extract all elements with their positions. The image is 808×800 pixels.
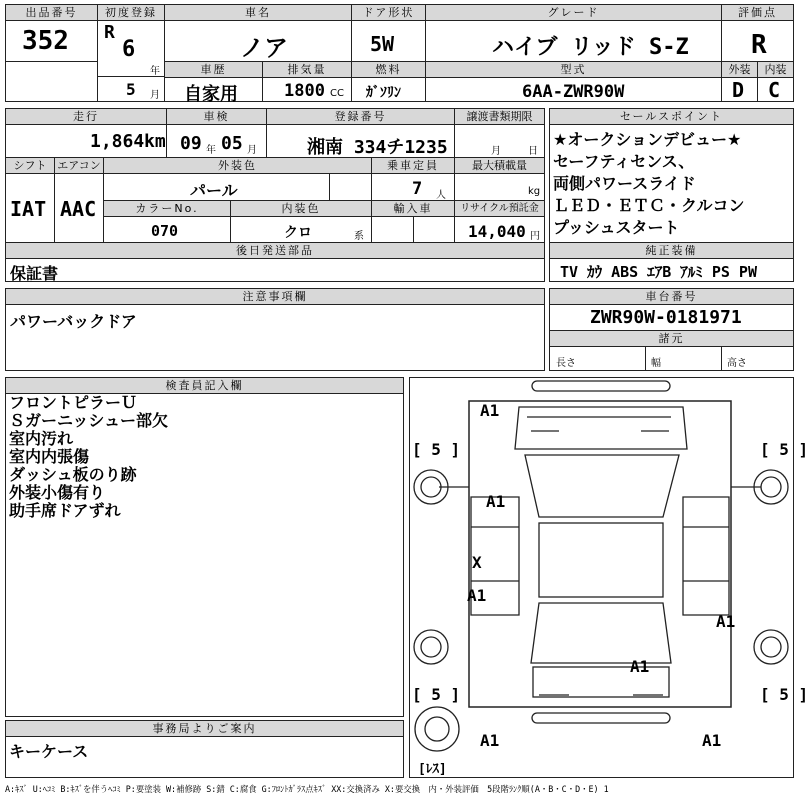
car-name-label: 車名 — [165, 5, 351, 21]
sales-points-label: セールスポイント — [550, 109, 793, 125]
spare-tire — [415, 707, 459, 751]
damage-mark: A1 — [716, 612, 736, 631]
door-label: ドア形状 — [352, 5, 425, 21]
damage-mark: X — [472, 553, 482, 572]
damage-mark: A1 — [467, 586, 487, 605]
chassis-label: 車台番号 — [550, 289, 793, 305]
car-diagram — [409, 377, 794, 778]
capacity-label: 乗車定員 — [372, 158, 454, 174]
notes-label: 注意事項欄 — [6, 289, 544, 305]
displacement-unit: CC — [330, 88, 344, 99]
sales-point: 両側パワースライド — [553, 174, 696, 193]
sales-points-list — [553, 131, 745, 237]
mileage-label: 走行 — [6, 109, 166, 125]
shift-label: シフト — [6, 158, 54, 174]
recycle-label: リサイクル預託金 — [455, 201, 544, 217]
mileage-unit: km — [144, 131, 166, 152]
legend: A:ｷｽﾞ U:ﾍｺﾐ B:ｷｽﾞを伴うﾍｺﾐ P:要塗装 W:補修跡 S:錆 C:腐食 G:ﾌﾛﾝﾄｶﾞﾗｽ点ｷｽﾞ XX:交換済み X:要交換 内・外装評価 5段階ﾗﾝｸ順(A・B・C・D・E) 1 — [5, 784, 609, 794]
first-reg-year: 6 — [122, 37, 136, 62]
inspector-notes — [9, 394, 168, 520]
reg-number: 湘南 334チ1235 — [307, 137, 448, 158]
tire-mark: [ 5 ] — [412, 685, 461, 704]
rear-bumper — [532, 713, 670, 723]
sales-point: ＬＥＤ・ＥＴＣ・クルコン — [553, 196, 745, 215]
score: R — [751, 30, 767, 60]
reg-label: 登録番号 — [267, 109, 454, 125]
import-label: 輸入車 — [372, 201, 454, 217]
grade: ハイブ リッド S-Z — [492, 35, 689, 60]
history-label: 車歴 — [165, 62, 262, 78]
tire-rear-left — [414, 630, 448, 664]
interior-grade: C — [768, 78, 781, 102]
damage-mark: A1 — [702, 731, 722, 750]
lot-label: 出品番号 — [6, 5, 97, 21]
fuel-label: 燃料 — [352, 62, 425, 78]
exterior-grade: D — [732, 78, 745, 102]
inspector-note: 外装小傷有り — [9, 483, 106, 502]
inspector-note: 室内内張傷 — [9, 447, 90, 466]
inspector-note: フロントピラーＵ — [9, 393, 138, 412]
tire-mark: [ 5 ] — [760, 440, 808, 459]
exterior-color: パール — [190, 181, 238, 200]
sales-point: ★オークションデビュー★ — [553, 130, 742, 149]
tire-rear-right — [754, 630, 788, 664]
fuel: ｶﾞｿﾘﾝ — [366, 85, 401, 101]
office-text: キーケース — [9, 742, 89, 761]
lot-number: 352 — [22, 26, 69, 56]
damage-mark: A1 — [480, 401, 500, 420]
sales-point: プッシュスタート — [553, 218, 680, 237]
notes-text: パワーバックドア — [10, 312, 137, 331]
damage-mark: A1 — [480, 731, 500, 750]
inspection-year-unit: 年 — [206, 145, 216, 156]
roof — [539, 523, 663, 597]
model-label: 型式 — [426, 62, 721, 78]
model: 6AA-ZWR90W — [522, 82, 625, 102]
recycle-unit: 円 — [530, 231, 540, 242]
load-unit: kg — [528, 186, 541, 197]
year-unit: 年 — [150, 66, 160, 77]
height-label: 高さ — [727, 358, 747, 369]
specs-label: 諸元 — [550, 331, 793, 347]
era: R — [104, 22, 115, 43]
exterior-label: 外装 — [722, 62, 757, 78]
interior-color-label: 内装色 — [231, 201, 371, 217]
tire-mark: [ 5 ] — [760, 685, 808, 704]
later-parts: 保証書 — [10, 264, 59, 283]
damage-mark: A1 — [630, 657, 650, 676]
inspection-label: 車検 — [167, 109, 266, 125]
genuine-equipment-label: 純正装備 — [550, 243, 793, 259]
tire-mark: [ 5 ] — [412, 440, 461, 459]
body-outline — [469, 401, 731, 707]
doc-month-unit: 月 — [491, 146, 501, 157]
sales-point: セーフティセンス、 — [553, 152, 695, 171]
interior-color-unit: 系 — [354, 231, 364, 242]
spare-tire-mark: [ﾚｽ] — [418, 762, 447, 777]
office-label: 事務局よりご案内 — [6, 721, 403, 737]
inspector-note: 助手席ドアずれ — [9, 501, 121, 520]
inspector-note: 室内汚れ — [9, 429, 74, 448]
interior-color: クロ — [284, 225, 312, 241]
color-no: 070 — [151, 222, 179, 240]
width-label: 幅 — [651, 358, 661, 369]
month-unit: 月 — [150, 90, 160, 101]
inspector-note: ダッシュ板のり跡 — [9, 465, 137, 484]
genuine-equipment: TV ｶｳ ABS ｴｱB ｱﾙﾐ PS PW — [560, 263, 757, 281]
doc-day-unit: 日 — [528, 146, 538, 157]
mileage: 1,864 — [90, 131, 145, 152]
score-label: 評価点 — [722, 5, 793, 21]
capacity: 7 — [412, 179, 423, 199]
load-label: 最大積載量 — [455, 158, 544, 174]
car-name: ノア — [240, 34, 288, 62]
ac-label: エアコン — [55, 158, 103, 174]
doc-deadline-label: 譲渡書類期限 — [455, 109, 544, 125]
hood-lines — [527, 417, 671, 431]
grade-label: グレード — [426, 5, 721, 21]
interior-label: 内装 — [758, 62, 793, 78]
first-reg-month: 5 — [126, 80, 136, 99]
ac: AAC — [60, 197, 97, 221]
windshield — [525, 455, 679, 517]
inspection-year: 09 — [180, 133, 202, 154]
displacement-label: 排気量 — [263, 62, 351, 78]
capacity-unit: 人 — [436, 190, 446, 201]
first-reg-label: 初度登録 — [98, 5, 164, 21]
length-label: 長さ — [556, 358, 576, 369]
inspector-note: Ｓガーニッシュー部欠 — [9, 411, 169, 430]
front-bumper — [532, 381, 670, 391]
door-type: 5W — [370, 32, 395, 56]
right-doors — [683, 497, 729, 615]
history: 自家用 — [184, 84, 238, 105]
color-no-label: カラーNo. — [104, 201, 230, 217]
later-parts-label: 後日発送部品 — [6, 243, 544, 259]
recycle-fee: 14,040 — [468, 222, 526, 241]
chassis-number: ZWR90W-0181971 — [590, 307, 742, 328]
inspection-month-unit: 月 — [247, 145, 257, 156]
damage-mark: A1 — [486, 492, 506, 511]
displacement: 1800 — [284, 81, 325, 101]
shift: IAT — [10, 197, 47, 221]
hood — [515, 407, 687, 449]
inspection-month: 05 — [221, 133, 243, 154]
color-label: 外装色 — [104, 158, 371, 174]
rear-window — [531, 603, 671, 663]
inspector-label: 検査員記入欄 — [6, 378, 403, 394]
